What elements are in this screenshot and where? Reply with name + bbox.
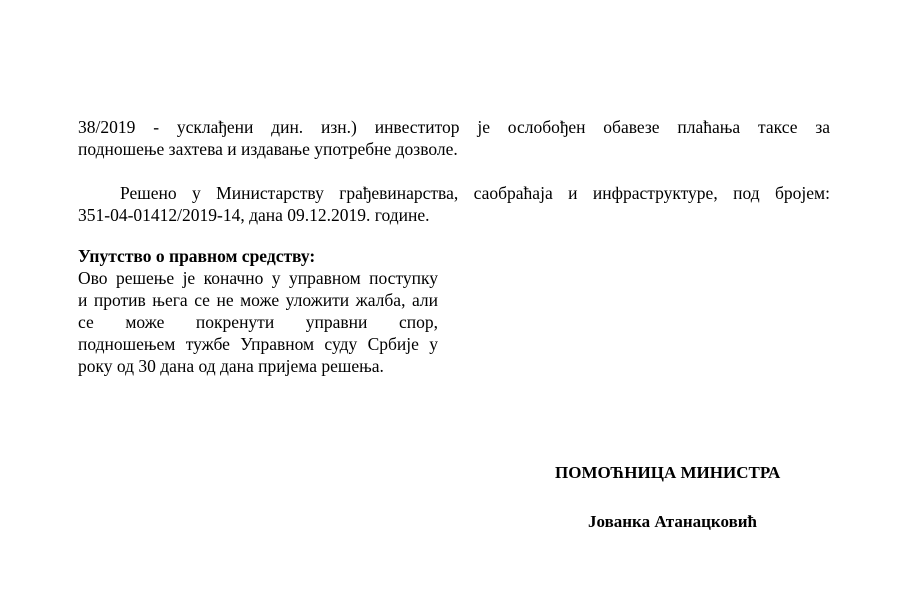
signatory-name: Јованка Атанацковић	[588, 512, 757, 531]
legal-remedy-heading: Упутство о правном средству:	[78, 246, 316, 266]
signatory-title: ПОМОЋНИЦА МИНИСТРА	[555, 463, 781, 482]
resolution-line-1: Решено у Министарству грађевинарства, саобраћаја и инфраструктуре, под бројем:	[120, 183, 830, 203]
legal-remedy-line-4: подношењем тужбе Управном суду Србије у	[78, 334, 438, 354]
legal-remedy-line-2: и против њега се не може уложити жалба, али	[78, 290, 438, 310]
resolution-paragraph	[78, 182, 830, 226]
legal-remedy-line-1: Ово решење је коначно у управном поступку	[78, 268, 438, 288]
fee-exemption-line-1: 38/2019 - усклађени дин. изн.) инвеститор је ослобођен обавезе плаћања таксе за	[78, 117, 830, 137]
resolution-line-2: 351-04-01412/2019-14, дана 09.12.2019. године.	[78, 205, 430, 225]
legal-remedy-line-3: се може покренути управни спор,	[78, 312, 438, 332]
fee-exemption-line-2: подношење захтева и издавање употребне дозволе.	[78, 139, 458, 159]
legal-remedy-line-5: року од 30 дана од дана пријема решења.	[78, 356, 384, 376]
fee-exemption-paragraph	[78, 116, 830, 160]
legal-remedy-section	[78, 245, 438, 377]
